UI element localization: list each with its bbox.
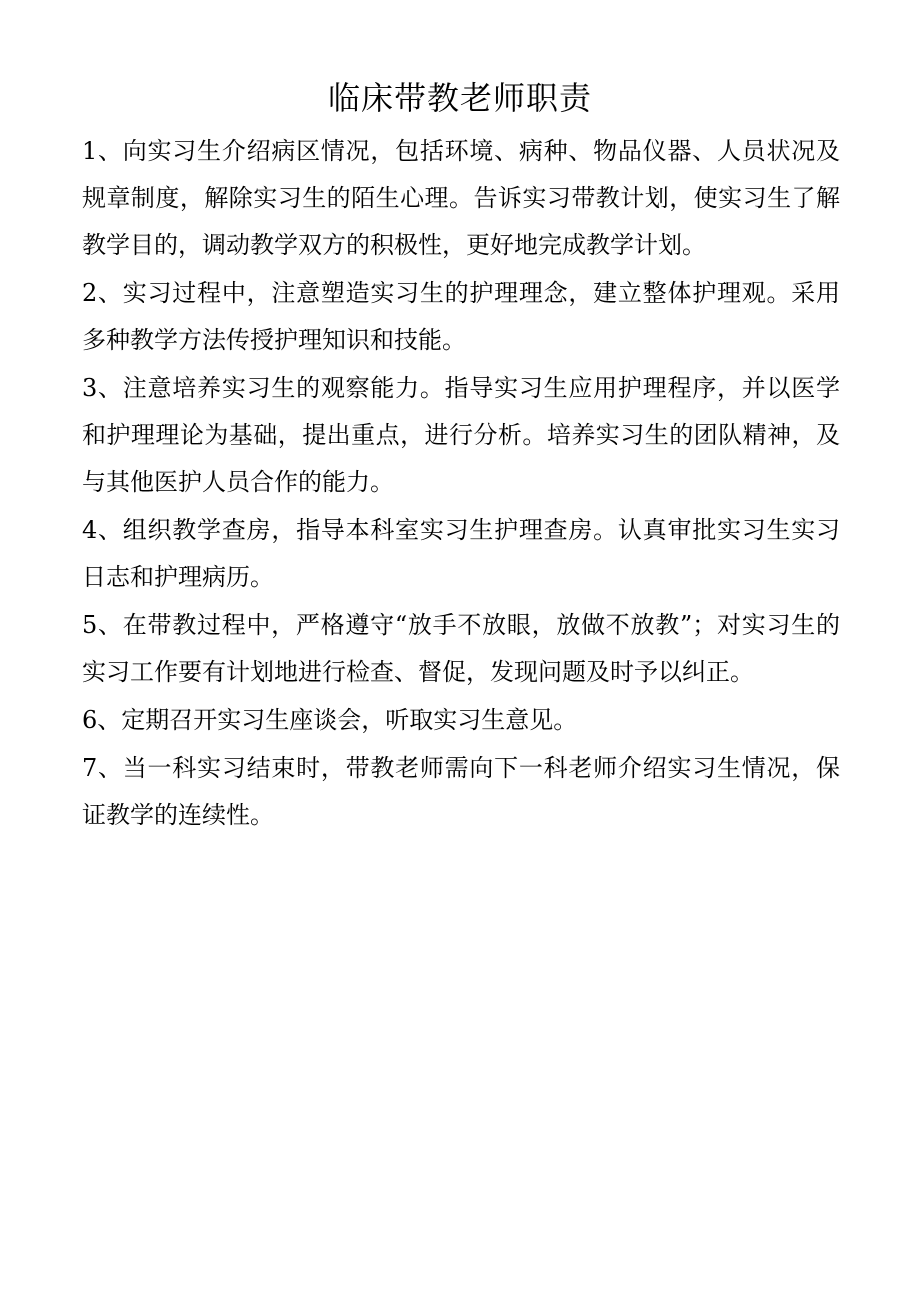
- duty-item-5: 5、在带教过程中，严格遵守“放手不放眼，放做不放教”；对实习生的实习工作要有计划地进行检查、督促，发现问题及时予以纠正。: [82, 611, 840, 686]
- duty-item-1: 1、向实习生介绍病区情况，包括环境、病种、物品仪器、人员状况及规章制度，解除实习生的陌生心理。告诉实习带教计划，使实习生了解教学目的，调动教学双方的积极性，更好地完成教学计划。: [82, 137, 840, 259]
- duty-item-3: 3、注意培养实习生的观察能力。指导实习生应用护理程序，并以医学和护理理论为基础，提出重点，进行分析。培养实习生的团队精神，及与其他医护人员合作的能力。: [82, 374, 840, 496]
- duty-list: [82, 128, 840, 840]
- document-title: 临床带教老师职责: [327, 79, 592, 117]
- duty-item-2: 2、实习过程中，注意塑造实习生的护理理念，建立整体护理观。采用多种教学方法传授护理知识和技能。: [82, 279, 840, 354]
- duty-item-4: 4、组织教学查房，指导本科室实习生护理查房。认真审批实习生实习日志和护理病历。: [82, 516, 840, 591]
- duty-item-6: 6、定期召开实习生座谈会，听取实习生意见。: [82, 706, 578, 734]
- duty-item-7: 7、当一科实习结束时，带教老师需向下一科老师介绍实习生情况，保证教学的连续性。: [82, 754, 840, 829]
